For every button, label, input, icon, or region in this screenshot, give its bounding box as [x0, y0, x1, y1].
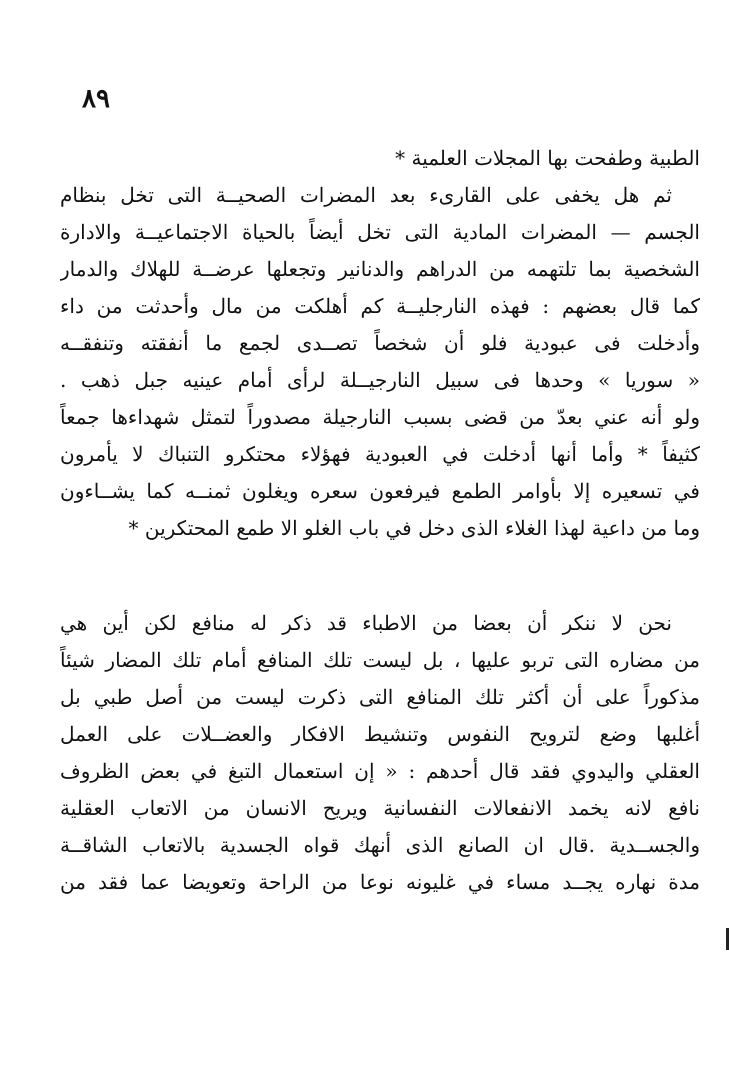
text-line: مذكوراً على أن أكثر تلك المنافع التى ذكرت ليست من أصل طبي بل	[60, 685, 700, 709]
text-line: مدة نهاره يجــد مساء في غليونه نوعا من الراحة وتعويضا عما فقد من	[60, 870, 700, 894]
text-line: والجســدية .قال ان الصانع الذى أنهك قواه الجسدية بالاتعاب الشاقــة	[60, 833, 700, 857]
paragraph-1	[60, 140, 700, 547]
text-line: كثيفاً * وأما أنها أدخلت في العبودية فهؤلاء محتكرو التنباك لا يأمرون	[60, 442, 700, 466]
paragraph-2	[60, 605, 700, 901]
text-line: أغلبها وضع لترويح النفوس وتنشيط الافكار والعضــلات على العمل	[60, 722, 700, 746]
text-line: وما من داعية لهذا الغلاء الذى دخل في باب الغلو الا طمع المحتكرين *	[128, 516, 700, 540]
text-line: الجسم — المضرات المادية التى تخل أيضاً بالحياة الاجتماعيــة والادارة	[60, 220, 700, 244]
text-line: نحن لا ننكر أن بعضا من الاطباء قد ذكر له منافع لكن أين هي	[60, 611, 672, 635]
text-line: وأدخلت فى عبودية فلو أن شخصاً تصــدى لجمع ما أنفقته وتنفقــه	[60, 331, 700, 355]
text-line: ولو أنه عني بعدّ من قضى بسبب النارجيلة مصدوراً لتمثل شهداءها جمعاً	[60, 405, 700, 429]
text-line: نافع لانه يخمد الانفعالات النفسانية ويريح الانسان من الاتعاب العقلية	[60, 796, 700, 820]
page-number: ٨٩	[82, 84, 110, 114]
text-line: « سوريا » وحدها فى سبيل النارجيــلة لرأى أمام عينيه جبل ذهب .	[60, 368, 700, 392]
text-line: كما قال بعضهم : فهذه النارجليــة كم أهلكت من مال وأحدثت من داء	[60, 294, 700, 318]
text-line: الطبية وطفحت بها المجلات العلمية *	[395, 146, 700, 170]
text-line: الشخصية بما تلتهمه من الدراهم والدنانير وتجعلها عرضــة للهلاك والدمار	[60, 257, 700, 281]
text-line: من مضاره التى تربو عليها ، بل ليست تلك المنافع أمام تلك المضار شيئاً	[60, 648, 700, 672]
text-line: في تسعيره إلا بأوامر الطمع فيرفعون سعره ويغلون ثمنــه كما يشــاءون	[60, 479, 700, 503]
text-line: ثم هل يخفى على القارىء بعد المضرات الصحيــة التى تخل بنظام	[60, 183, 672, 207]
text-line: العقلي واليدوي فقد قال أحدهم : « إن استعمال التبغ في بعض الظروف	[60, 759, 700, 783]
